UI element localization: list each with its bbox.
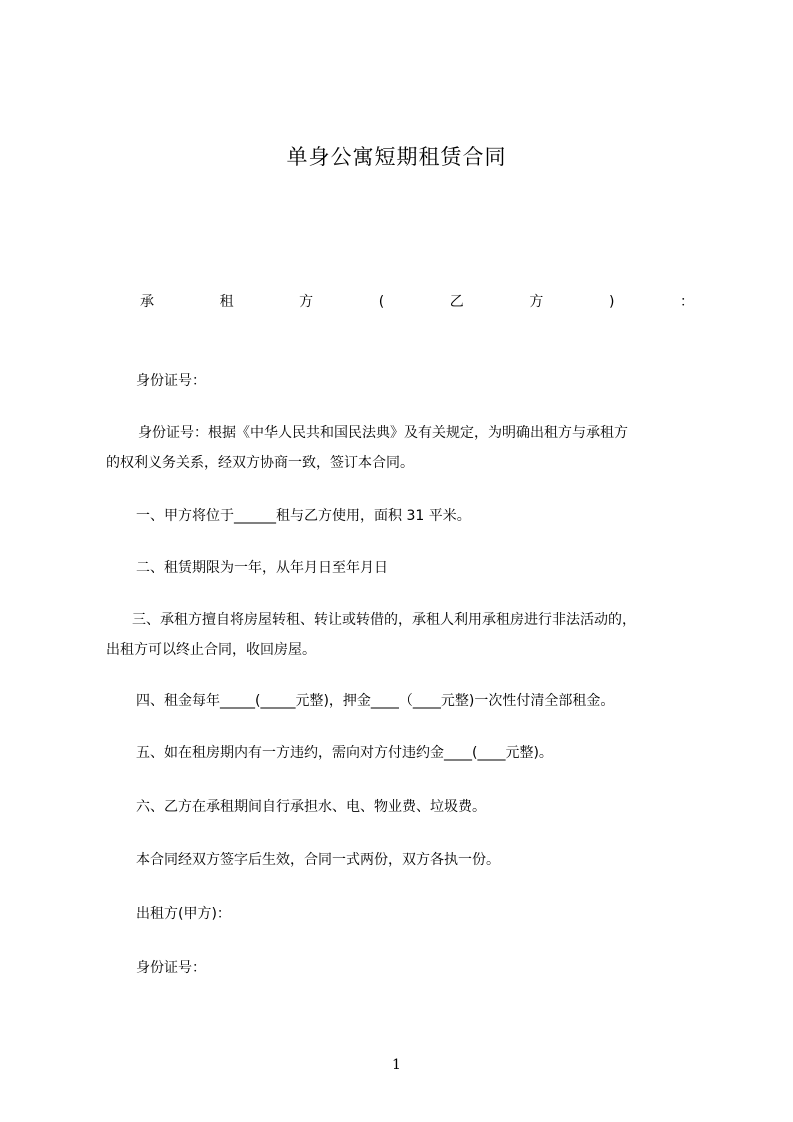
clause-5-text: 五、如在租房期内有一方违约，需向对方付违约金____(____元整)。 — [136, 745, 553, 761]
lessee-char: 承 — [140, 294, 154, 310]
clause-3-line: 出租方可以终止合同，收回房屋。 — [106, 642, 316, 658]
lessee-char: ： — [679, 294, 694, 310]
lessee-char: 方 — [529, 294, 544, 310]
id-number-text-2: 身份证号： — [136, 960, 206, 976]
document-title: 单身公寓短期租赁合同 — [286, 145, 507, 169]
clause-3-line: 三、承租方擅自将房屋转租、转让或转借的，承租人利用承租房进行非法活动的， — [132, 612, 636, 628]
lessee-char: 乙 — [449, 294, 464, 310]
clause-4 — [106, 690, 706, 712]
intro-paragraph — [106, 422, 706, 474]
lessor-label: 出租方(甲方)： — [136, 906, 231, 922]
lessee-label-line — [140, 291, 694, 313]
clause-6-text: 六、乙方在承租期间自行承担水、电、物业费、垃圾费。 — [136, 799, 486, 815]
lessee-char: 租 — [219, 294, 234, 310]
lessor-line — [106, 903, 706, 925]
clause-6 — [106, 796, 706, 818]
clause-4-text: 四、租金每年_____(_____元整)，押金____（____元整)一次性付清全部租金。 — [136, 693, 615, 709]
intro-line: 的权利义务关系，经双方协商一致，签订本合同。 — [106, 455, 414, 471]
lessee-char: ( — [378, 294, 385, 310]
clause-2-text: 二、租赁期限为一年，从年月日至年月日 — [136, 560, 388, 576]
clause-5 — [106, 742, 706, 764]
id-number-text: 身份证号： — [136, 373, 206, 389]
effect-clause — [106, 849, 706, 871]
intro-line: 身份证号：根据《中华人民共和国民法典》及有关规定，为明确出租方与承租方 — [138, 425, 628, 441]
lessee-char: ) — [608, 294, 615, 310]
clause-1-text: 一、甲方将位于______租与乙方使用，面积 31 平米。 — [136, 508, 471, 524]
clause-1 — [106, 505, 706, 527]
lessee-char: 方 — [299, 294, 314, 310]
effect-clause-text: 本合同经双方签字后生效，合同一式两份，双方各执一份。 — [136, 852, 500, 868]
clause-2 — [106, 557, 706, 579]
page-number: 1 — [392, 1057, 401, 1073]
id-number-paragraph-2 — [106, 957, 706, 979]
id-number-paragraph — [106, 370, 706, 392]
clause-3 — [106, 609, 706, 661]
